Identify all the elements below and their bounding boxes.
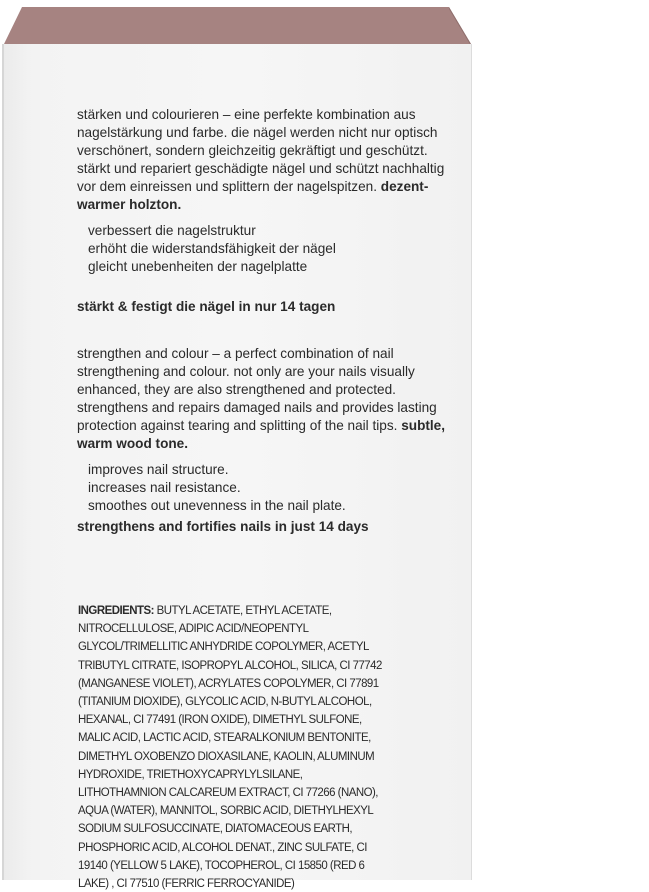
english-description xyxy=(77,345,457,515)
german-benefit-3: gleicht unebenheiten der nagelplatte xyxy=(88,259,308,274)
box-lid-top xyxy=(4,7,471,44)
german-tagline: stärkt & festigt die nägel in nur 14 tagen xyxy=(77,299,336,314)
english-benefit-1: improves nail structure. xyxy=(88,462,229,477)
german-description xyxy=(77,106,457,276)
german-paragraph: stärken und colourieren – eine perfekte kombination aus nagelstärkung und farbe. die nägel werden nicht nur optisch verschönert, sondern gleichzeitig gekräftigt und geschützt. stärkt und repariert geschädigte nägel und schützt nachhaltig vor dem einreissen und splittern der nagelspitzen. xyxy=(77,107,445,194)
german-benefits-list xyxy=(88,222,457,276)
english-benefit-2: increases nail resistance. xyxy=(88,480,241,495)
ingredients-block xyxy=(78,601,388,892)
german-tone: dezent-warmer holzton. xyxy=(77,179,429,212)
german-benefit-2: erhöht die widerstandsfähigkeit der nägel xyxy=(88,241,336,256)
english-tone: subtle, warm wood tone. xyxy=(77,418,446,451)
german-benefit-1: verbessert die nagelstruktur xyxy=(88,223,256,238)
english-benefit-3: smoothes out unevenness in the nail plate. xyxy=(88,498,346,513)
ingredients-list: BUTYL ACETATE, ETHYL ACETATE, NITROCELLULOSE, ADIPIC ACID/NEOPENTYL GLYCOL/TRIMELLITIC ANHYDRIDE COPOLYMER, ACETYL TRIBUTYL CITRATE, ISOPROPYL ALCOHOL, SILICA, CI 77742 (MANGANESE VIOLET), ACRYLATES COPOLYMER, CI 77891 (TITANIUM DIOXIDE), GLYCOLIC ACID, N-BUTYL ALCOHOL, HEXANAL, CI 77491 (IRON OXIDE), DIMETHYL SULFONE, MALIC ACID, LACTIC ACID, STEARALKONIUM BENTONITE, DIMETHYL OXOBENZO DIOXASILANE, KAOLIN, ALUMINUM HYDROXIDE, TRIETHOXYCAPRYLYLSILANE, LITHOTHAMNION CALCAREUM EXTRACT, CI 77266 (NANO), AQUA (WATER), MANNITOL, SORBIC ACID, DIETHYLHEXYL SODIUM SULFOSUCCINATE, DIATOMACEOUS EARTH, PHOSPHORIC ACID, ALCOHOL DENAT., ZINC SULFATE, CI 19140 (YELLOW 5 LAKE), TOCOPHEROL, CI 15850 (RED 6 LAKE) , CI 77510 (FERRIC FERROCYANIDE) xyxy=(78,603,382,891)
ingredients-label: INGREDIENTS: xyxy=(78,603,154,617)
english-tagline: strengthens and fortifies nails in just 14 days xyxy=(77,519,369,534)
english-benefits-list xyxy=(88,461,457,515)
english-paragraph: strengthen and colour – a perfect combination of nail strengthening and colour. not only are your nails visually enhanced, they are also strengthened and protected. strengthens and repairs damaged nails and provides lasting protection against tearing and splitting of the nail tips. xyxy=(77,346,437,433)
